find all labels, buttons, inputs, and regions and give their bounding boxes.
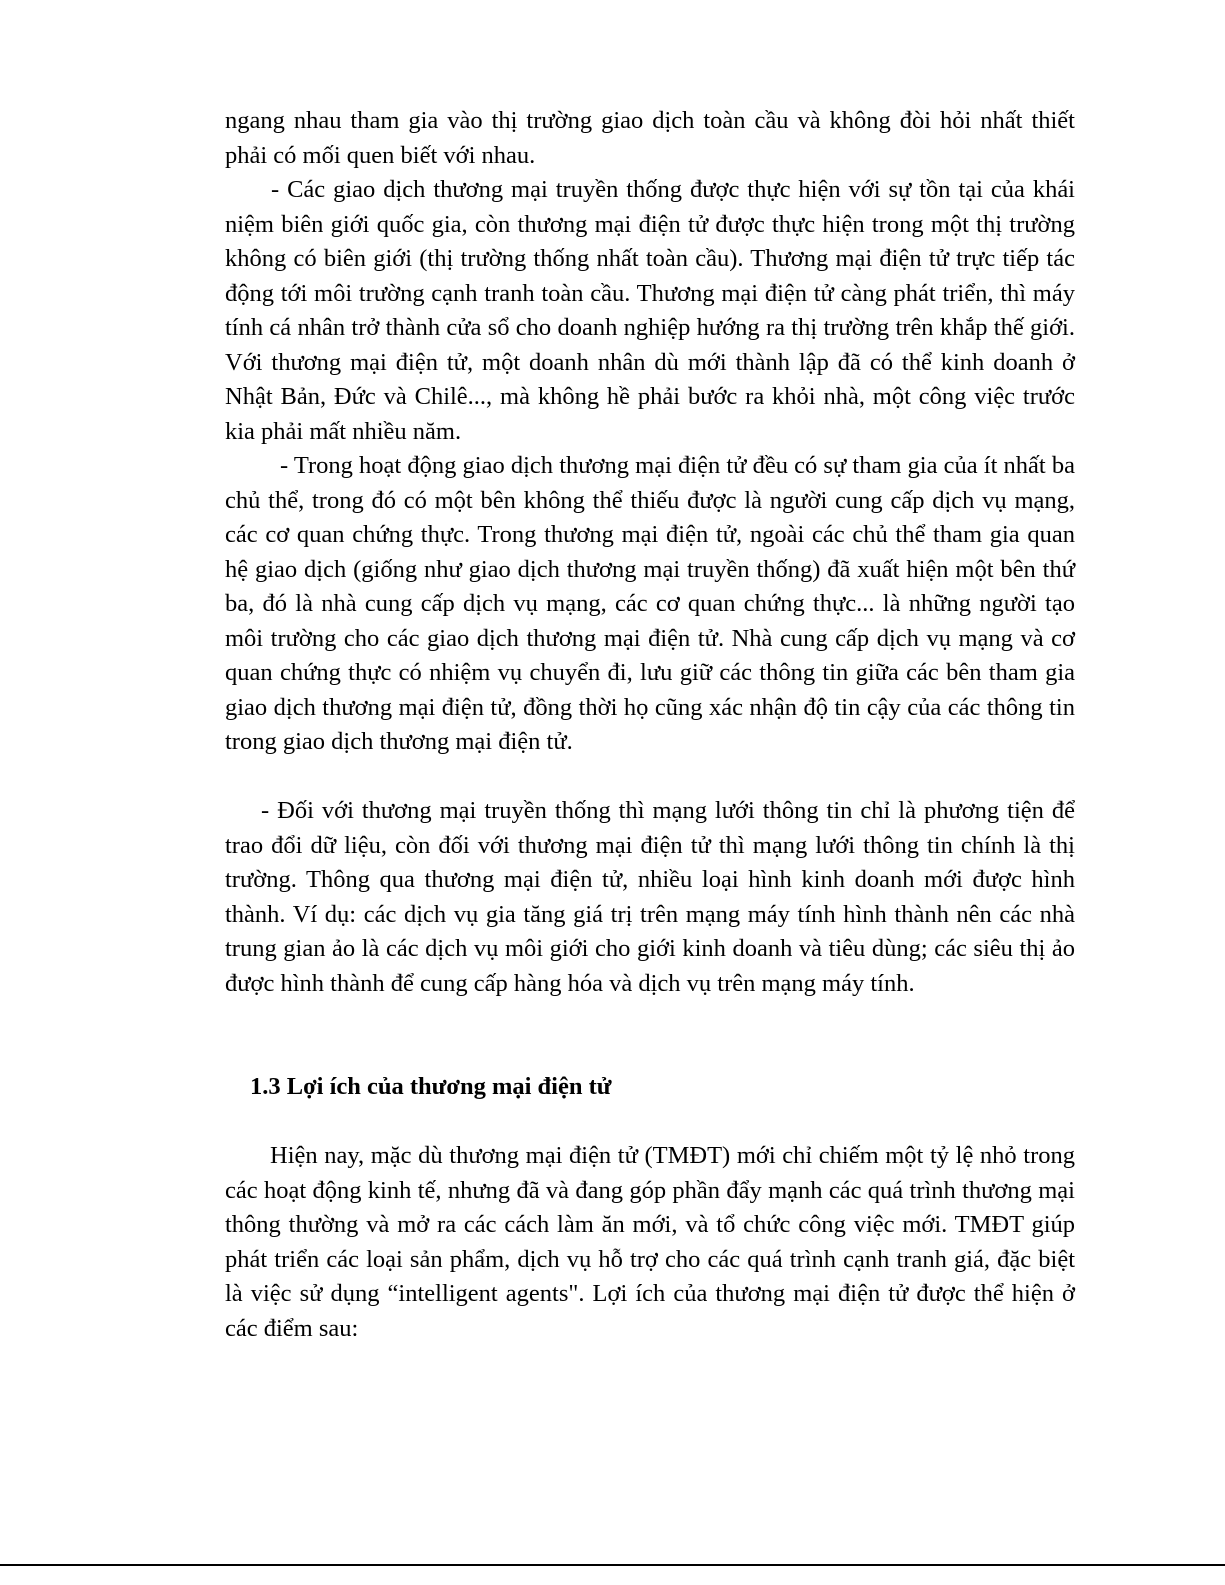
paragraph-benefits-intro: Hiện nay, mặc dù thương mại điện tử (TMĐT) mới chỉ chiếm một tỷ lệ nhỏ trong các hoạt động kinh tế, nhưng đã và đang góp phần đẩy mạnh các quá trình thương mại thông thường và mở ra các cách làm ăn mới, và tổ chức công việc mới. TMĐT giúp phát triển các loại sản phẩm, dịch vụ hỗ trợ cho các quá trình cạnh tranh giá, đặc biệt là việc sử dụng “intelligent agents". Lợi ích của thương mại điện tử được thể hiện ở các điểm sau: [225, 1142, 1075, 1342]
footer-divider [0, 1564, 1225, 1566]
section-heading: 1.3 Lợi ích của thương mại điện tử [250, 1073, 612, 1100]
paragraph-three-parties: - Trong hoạt động giao dịch thương mại điện tử đều có sự tham gia của ít nhất ba chủ thể, trong đó có một bên không thể thiếu được là người cung cấp dịch vụ mạng, các cơ quan chứng thực. Trong thương mại điện tử, ngoài các chủ thể tham gia quan hệ giao dịch (giống như giao dịch thương mại truyền thống) đã xuất hiện một bên thứ ba, đó là nhà cung cấp dịch vụ mạng, các cơ quan chứng thực... là những người tạo môi trường cho các giao dịch thương mại điện tử. Nhà cung cấp dịch vụ mạng và cơ quan chứng thực có nhiệm vụ chuyển đi, lưu giữ các thông tin giữa các bên tham gia giao dịch thương mại điện tử, đồng thời họ cũng xác nhận độ tin cậy của các thông tin trong giao dịch thương mại điện tử. [225, 452, 1075, 755]
paragraph-borderless-market: - Các giao dịch thương mại truyền thống được thực hiện với sự tồn tại của khái niệm biên giới quốc gia, còn thương mại điện tử được thực hiện trong một thị trường không có biên giới (thị trường thống nhất toàn cầu). Thương mại điện tử trực tiếp tác động tới môi trường cạnh tranh toàn cầu. Thương mại điện tử càng phát triển, thì máy tính cá nhân trở thành cửa sổ cho doanh nghiệp hướng ra thị trường trên khắp thế giới. Với thương mại điện tử, một doanh nhân dù mới thành lập đã có thể kinh doanh ở Nhật Bản, Đức và Chilê..., mà không hề phải bước ra khỏi nhà, một công việc trước kia phải mất nhiều năm. [225, 176, 1075, 445]
paragraph-continuation: ngang nhau tham gia vào thị trường giao dịch toàn cầu và không đòi hỏi nhất thiết phải có mối quen biết với nhau. [225, 107, 1075, 169]
paragraph-network-as-market: - Đối với thương mại truyền thống thì mạng lưới thông tin chỉ là phương tiện để trao đổi dữ liệu, còn đối với thương mại điện tử thì mạng lưới thông tin chính là thị trường. Thông qua thương mại điện tử, nhiều loại hình kinh doanh mới được hình thành. Ví dụ: các dịch vụ gia tăng giá trị trên mạng máy tính hình thành nên các nhà trung gian ảo là các dịch vụ môi giới cho giới kinh doanh và tiêu dùng; các siêu thị ảo được hình thành để cung cấp hàng hóa và dịch vụ trên mạng máy tính. [225, 797, 1075, 997]
